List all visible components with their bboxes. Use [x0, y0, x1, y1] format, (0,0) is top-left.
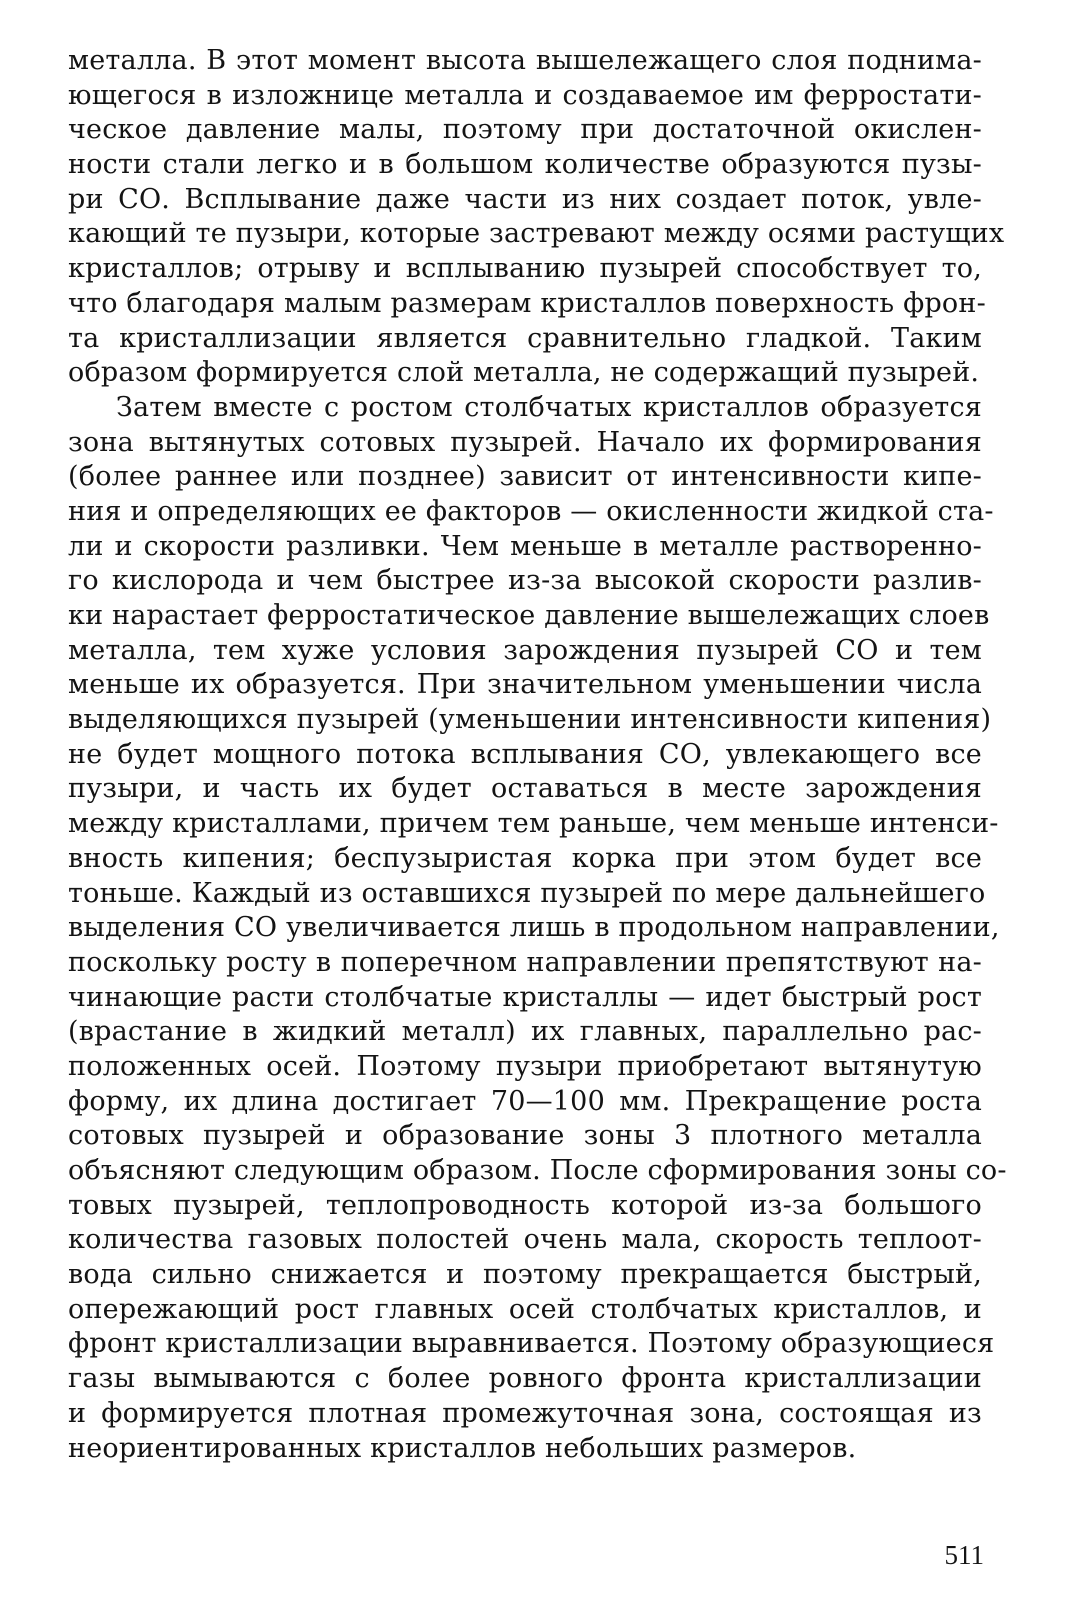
- text-line: выделяющихся пузырей (уменьшении интенсивности кипения): [68, 704, 992, 736]
- text-line: вода сильно снижается и поэтому прекращается быстрый,: [68, 1259, 982, 1291]
- text-line: кристаллов; отрыву и всплыванию пузырей способствует то,: [68, 253, 982, 285]
- text-line: газы вымываются с более ровного фронта кристаллизации: [68, 1363, 982, 1395]
- text-line: сотовых пузырей и образование зоны 3 плотного металла: [68, 1120, 982, 1152]
- text-line: зона вытянутых сотовых пузырей. Начало их формирования: [68, 426, 982, 458]
- text-line: фронт кристаллизации выравнивается. Поэтому образующиеся: [68, 1328, 995, 1360]
- page-body: [68, 44, 1007, 1466]
- text-line: го кислорода и чем быстрее из-за высокой скорости разлив-: [68, 565, 982, 597]
- text-line: и формируется плотная промежуточная зона, состоящая из: [68, 1397, 982, 1429]
- text-line: ния и определяющих ее факторов — окисленности жидкой ста-: [68, 495, 994, 527]
- text-line: форму, их длина достигает 70—100 мм. Прекращение роста: [68, 1085, 982, 1117]
- text-line: что благодаря малым размерам кристаллов поверхность фрон-: [68, 287, 986, 319]
- paragraph-1: [68, 44, 1005, 391]
- text-line: объясняют следующим образом. После сформирования зоны со-: [68, 1155, 1007, 1186]
- text-line: ки нарастает ферростатическое давление вышележащих слоев: [68, 600, 990, 631]
- text-line: выделения СО увеличивается лишь в продольном направлении,: [68, 912, 1000, 944]
- text-line: положенных осей. Поэтому пузыри приобретают вытянутую: [68, 1050, 982, 1082]
- text-line: ческое давление малы, поэтому при достаточной окислен-: [68, 114, 982, 146]
- text-line: Затем вместе с ростом столбчатых кристаллов образуется: [116, 391, 982, 423]
- text-line: меньше их образуется. При значительном уменьшении числа: [68, 669, 982, 701]
- text-line: кающий те пузыри, которые застревают между осями растущих: [68, 218, 1005, 250]
- text-line: ющегося в изложнице металла и создаваемое им ферростати-: [68, 79, 982, 111]
- text-line: ри СО. Всплывание даже части из них создает поток, увле-: [68, 183, 982, 215]
- text-line: не будет мощного потока всплывания СО, увлекающего все: [68, 738, 982, 770]
- text-line: пузыри, и часть их будет оставаться в месте зарождения: [68, 773, 982, 805]
- text-line: поскольку росту в поперечном направлении препятствуют на-: [68, 946, 982, 978]
- text-line: металла, тем хуже условия зарождения пузырей СО и тем: [68, 634, 982, 666]
- text-line: неориентированных кристаллов небольших размеров.: [68, 1432, 857, 1464]
- text-line: опережающий рост главных осей столбчатых кристаллов, и: [68, 1293, 982, 1325]
- text-line: образом формируется слой металла, не содержащий пузырей.: [68, 357, 980, 389]
- page-number: 511: [944, 1540, 984, 1570]
- text-line: ли и скорости разливки. Чем меньше в металле растворенно-: [68, 530, 982, 562]
- text-line: та кристаллизации является сравнительно гладкой. Таким: [68, 322, 982, 354]
- text-line: ности стали легко и в большом количестве образуются пузы-: [68, 149, 982, 181]
- text-line: между кристаллами, причем тем раньше, чем меньше интенси-: [68, 808, 999, 840]
- text-line: количества газовых полостей очень мала, скорость теплоот-: [68, 1224, 982, 1256]
- text-line: вность кипения; беспузыристая корка при этом будет все: [68, 842, 982, 874]
- text-line: (врастание в жидкий металл) их главных, параллельно рас-: [68, 1016, 982, 1048]
- text-line: тоньше. Каждый из оставшихся пузырей по мере дальнейшего: [68, 877, 986, 909]
- text-line: (более раннее или позднее) зависит от интенсивности кипе-: [68, 461, 982, 493]
- text-line: товых пузырей, теплопроводность которой из-за большого: [68, 1189, 982, 1221]
- text-line: чинающие расти столбчатые кристаллы — идет быстрый рост: [68, 981, 982, 1013]
- text-line: металла. В этот момент высота вышележащего слоя поднима-: [68, 45, 982, 76]
- paragraph-2: [68, 391, 1007, 1466]
